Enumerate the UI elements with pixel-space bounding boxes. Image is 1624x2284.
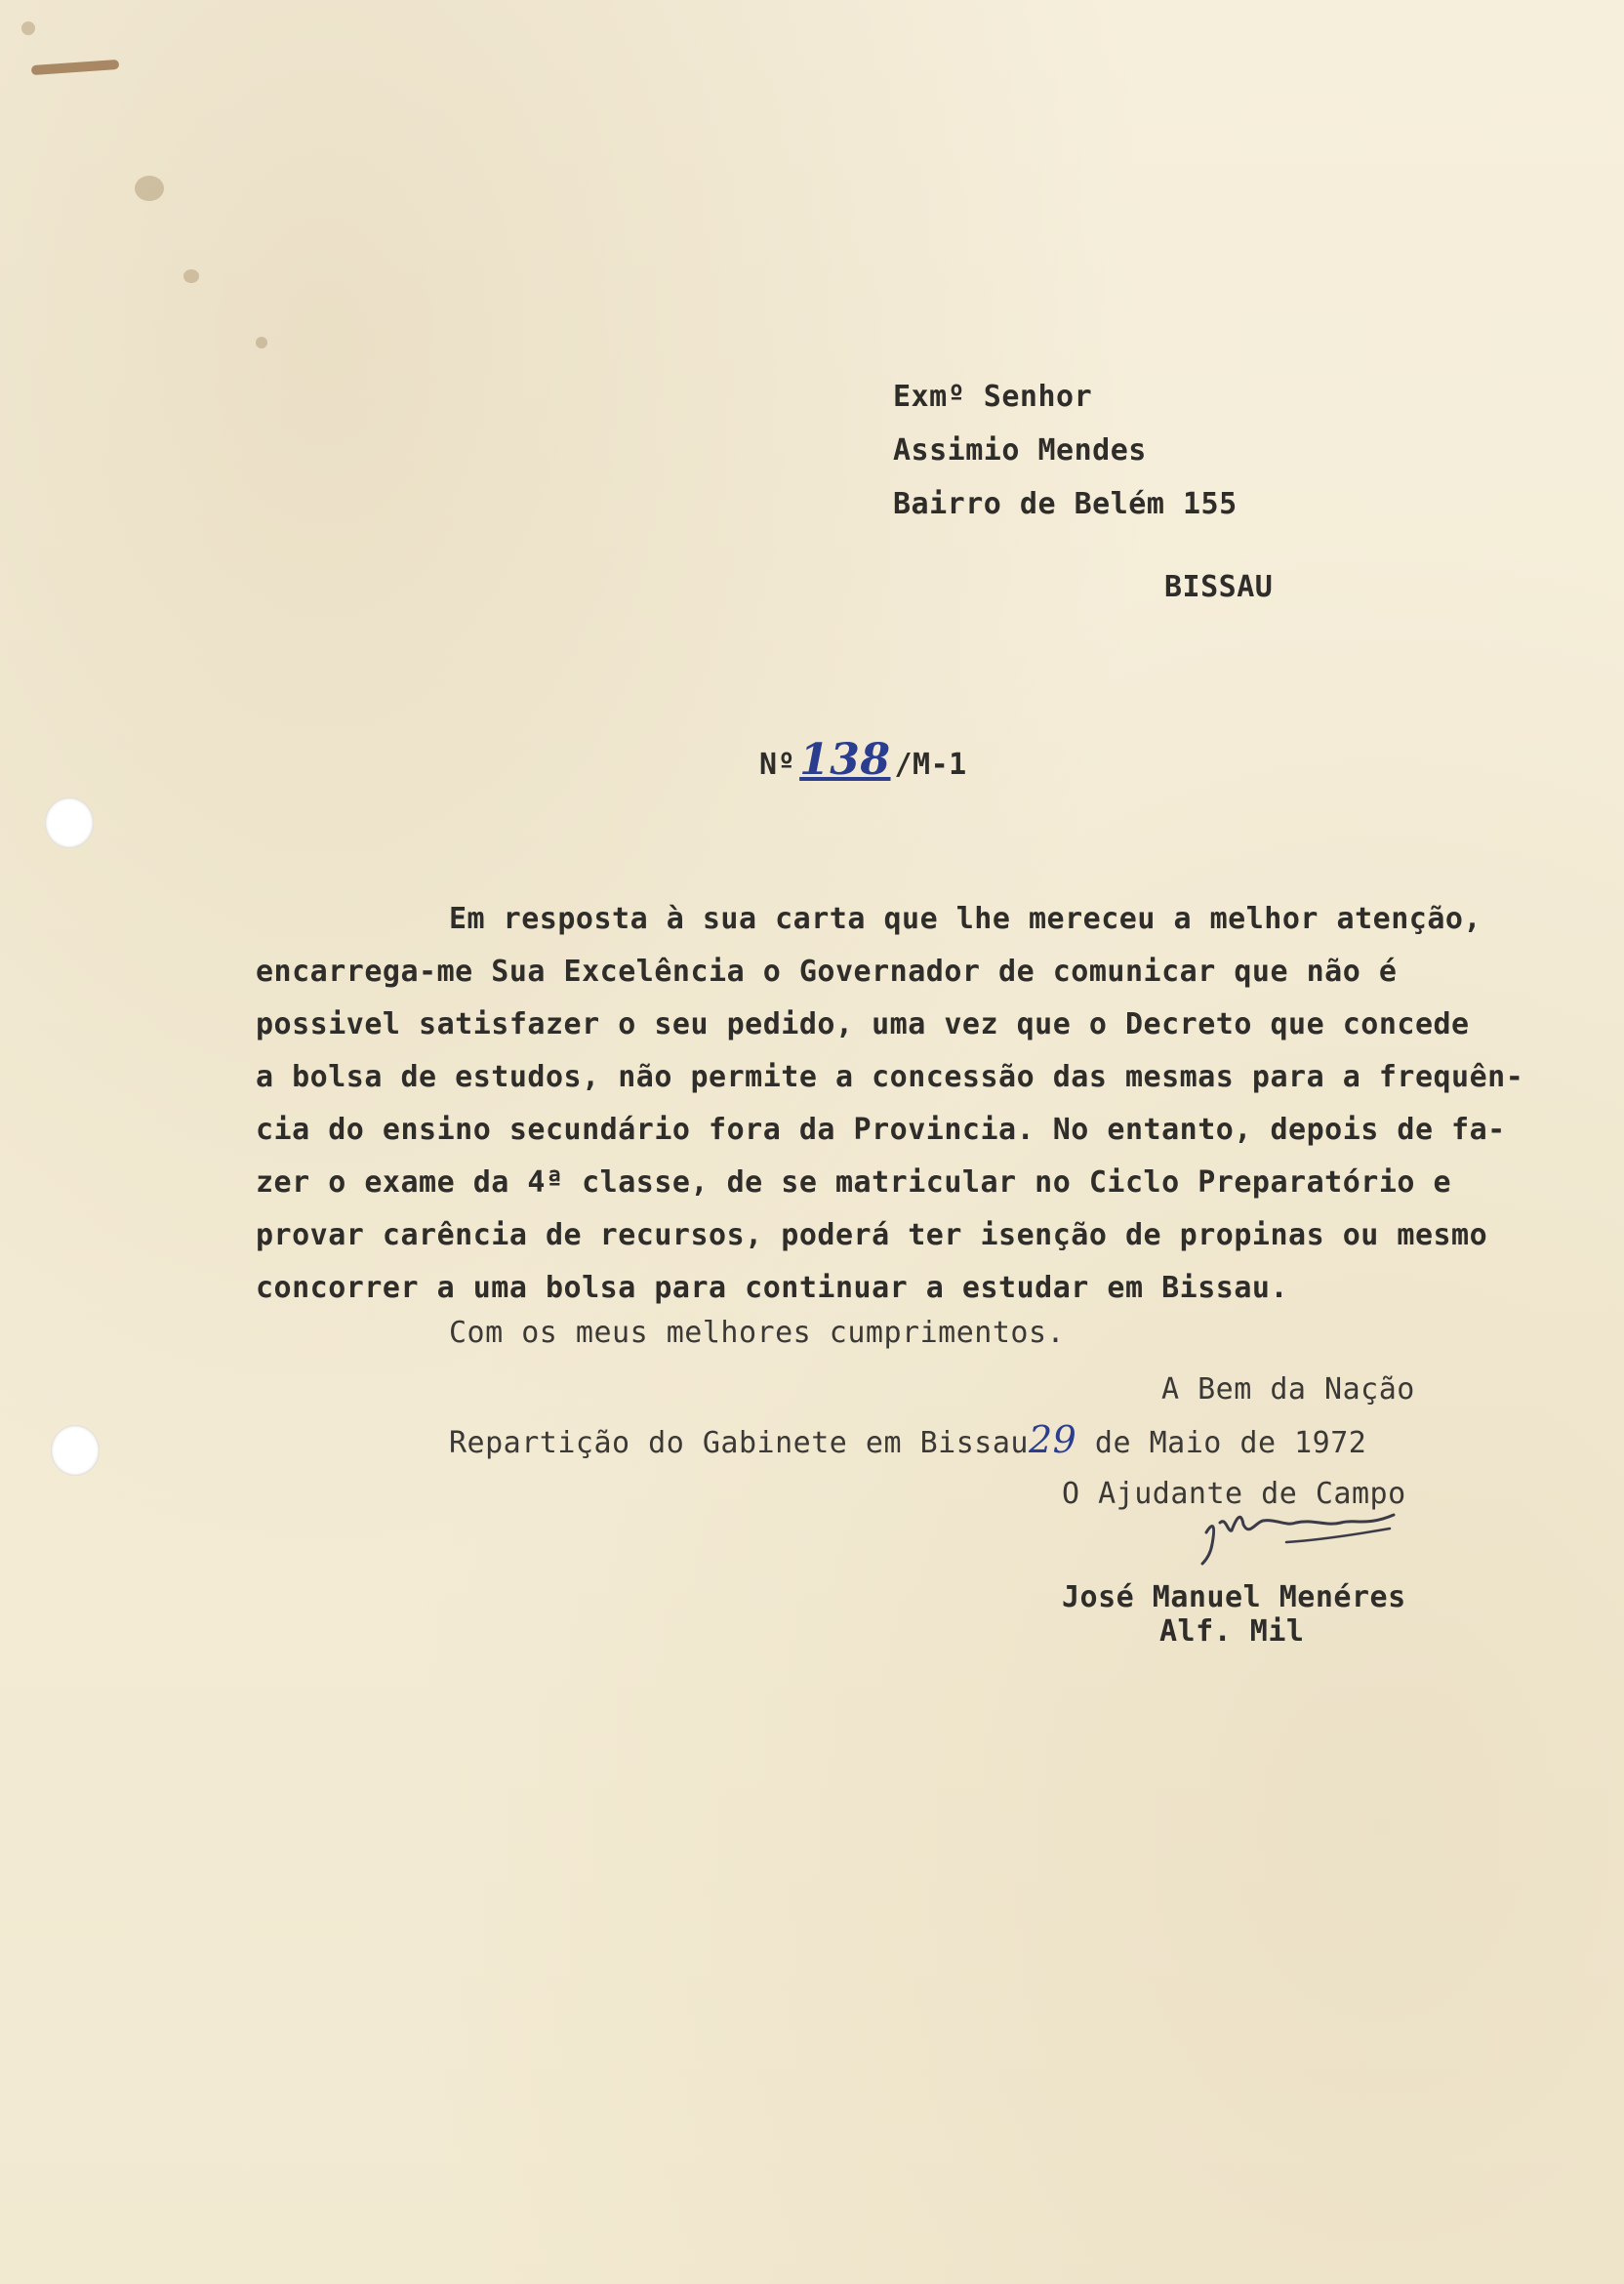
body-line-6: zer o exame da 4ª classe, de se matricular no Ciclo Preparatório e	[256, 1165, 1452, 1200]
reference-prefix: Nº	[759, 748, 796, 782]
punch-hole-top	[45, 797, 94, 848]
recipient-salutation: Exmº Senhor	[893, 380, 1093, 414]
reference-number-handwritten: 138	[799, 735, 891, 785]
place-text: Repartição do Gabinete em Bissau	[449, 1426, 1029, 1460]
recipient-name: Assimio Mendes	[893, 433, 1147, 468]
body-line-1: Em resposta à sua carta que lhe mereceu a melhor atenção,	[449, 902, 1482, 936]
reference-line	[759, 734, 967, 792]
paper-stain	[21, 21, 35, 35]
recipient-street: Bairro de Belém 155	[893, 487, 1238, 521]
handwritten-signature	[1198, 1493, 1403, 1571]
paper-stain	[256, 337, 267, 348]
recipient-city: BISSAU	[1164, 570, 1274, 604]
day-handwritten: 29	[1028, 1418, 1077, 1461]
paper-stain	[135, 176, 164, 201]
body-line-5: cia do ensino secundário fora da Provincia. No entanto, depois de fa-	[256, 1113, 1506, 1147]
body-line-2: encarrega-me Sua Excelência o Governador de comunicar que não é	[256, 955, 1398, 989]
date-text: de Maio de 1972	[1094, 1426, 1367, 1460]
signer-role: O Ajudante de Campo	[1062, 1477, 1406, 1511]
reference-suffix: /M-1	[894, 748, 967, 782]
body-line-4: a bolsa de estudos, não permite a concessão das mesmas para a frequên-	[256, 1060, 1524, 1094]
punch-hole-bottom	[51, 1425, 100, 1476]
body-line-7: provar carência de recursos, poderá ter isenção de propinas ou mesmo	[256, 1218, 1488, 1252]
closing-line: Com os meus melhores cumprimentos.	[449, 1316, 1066, 1350]
signer-name: José Manuel Menéres	[1062, 1580, 1406, 1614]
body-line-8: concorrer a uma bolsa para continuar a estudar em Bissau.	[256, 1271, 1289, 1305]
signer-rank: Alf. Mil	[1159, 1614, 1305, 1649]
body-line-3: possivel satisfazer o seu pedido, uma vez que o Decreto que concede	[256, 1007, 1470, 1041]
motto: A Bem da Nação	[1161, 1372, 1415, 1407]
place-date-line	[449, 1413, 1366, 1470]
paper-stain	[183, 269, 199, 283]
staple-rust-mark	[31, 60, 119, 75]
